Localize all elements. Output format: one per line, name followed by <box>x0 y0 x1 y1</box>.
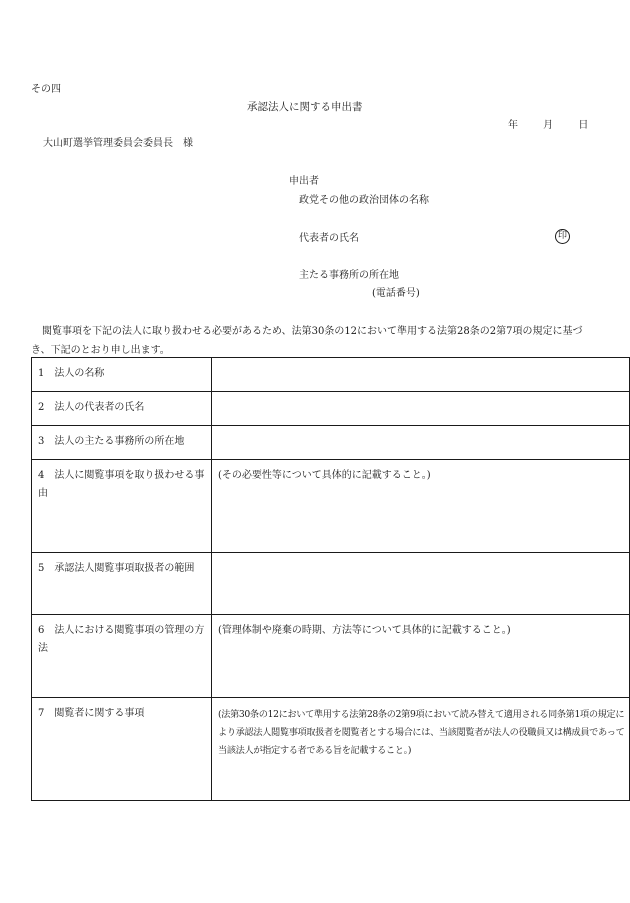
row-value-cell <box>212 460 630 553</box>
row-label: 閲覧者に関する事項 <box>54 708 145 719</box>
row-label: 法人の名称 <box>54 368 105 379</box>
row-label: 法人に閲覧事項を取り扱わせる事由 <box>38 470 205 499</box>
row-value-cell <box>212 553 630 615</box>
office-address-label: 主たる事務所の所在地 <box>299 270 399 281</box>
intro-paragraph: 閲覧事項を下記の法人に取り扱わせる必要があるため、法第30条の12において準用する法第28条の2第7項の規定に基づき、下記のとおり申し出ます。 <box>31 326 583 356</box>
document-title: 承認法人に関する申出書 <box>247 101 363 113</box>
row-number: 3 <box>38 436 45 447</box>
row-label: 法人の代表者の氏名 <box>54 402 145 413</box>
items-table <box>31 357 630 801</box>
row-label-cell <box>32 358 212 392</box>
date-line: 年 月 日 <box>508 120 589 131</box>
row-label-cell <box>32 460 212 553</box>
table-row <box>32 358 630 392</box>
row-number: 5 <box>38 563 45 574</box>
row-value-cell <box>212 358 630 392</box>
table-row <box>32 615 630 698</box>
row-value-cell <box>212 392 630 426</box>
row-label: 承認法人閲覧事項取扱者の範囲 <box>54 563 195 574</box>
table-row <box>32 392 630 426</box>
row-value-cell <box>212 615 630 698</box>
row-label-cell <box>32 698 212 801</box>
row-number: 6 <box>38 625 45 636</box>
seal-mark: 印 <box>555 229 570 244</box>
row-label-cell <box>32 426 212 460</box>
section-label: その四 <box>31 84 61 95</box>
applicant-label: 申出者 <box>289 176 319 187</box>
row-label-cell <box>32 392 212 426</box>
row-label: 法人における閲覧事項の管理の方法 <box>38 625 205 654</box>
row-number: 4 <box>38 470 45 481</box>
addressee: 大山町選挙管理委員会委員長 様 <box>43 138 193 149</box>
row-label: 法人の主たる事務所の所在地 <box>54 436 185 447</box>
representative-name-label: 代表者の氏名 <box>299 233 359 244</box>
row-label-cell <box>32 615 212 698</box>
table-row <box>32 460 630 553</box>
table-row <box>32 698 630 801</box>
table-row <box>32 426 630 460</box>
row-note: (管理体制や廃棄の時期、方法等について具体的に記載すること。) <box>218 625 511 636</box>
row-number: 1 <box>38 368 45 379</box>
row-number: 2 <box>38 402 45 413</box>
row-note: (法第30条の12において準用する法第28条の2第9項において読み替えて適用される同条第1項の規定により承認法人閲覧事項取扱者を閲覧者とする場合には、当該閲覧者が法人の役職員又は構成員であって当該法人が指定する者である旨を記載すること。) <box>218 709 625 756</box>
row-number: 7 <box>38 708 45 719</box>
phone-number-label: (電話番号) <box>372 288 420 299</box>
row-note: (その必要性等について具体的に記載すること。) <box>218 470 431 481</box>
table-row <box>32 553 630 615</box>
row-value-cell <box>212 698 630 801</box>
org-name-label: 政党その他の政治団体の名称 <box>299 195 429 206</box>
row-value-cell <box>212 426 630 460</box>
row-label-cell <box>32 553 212 615</box>
